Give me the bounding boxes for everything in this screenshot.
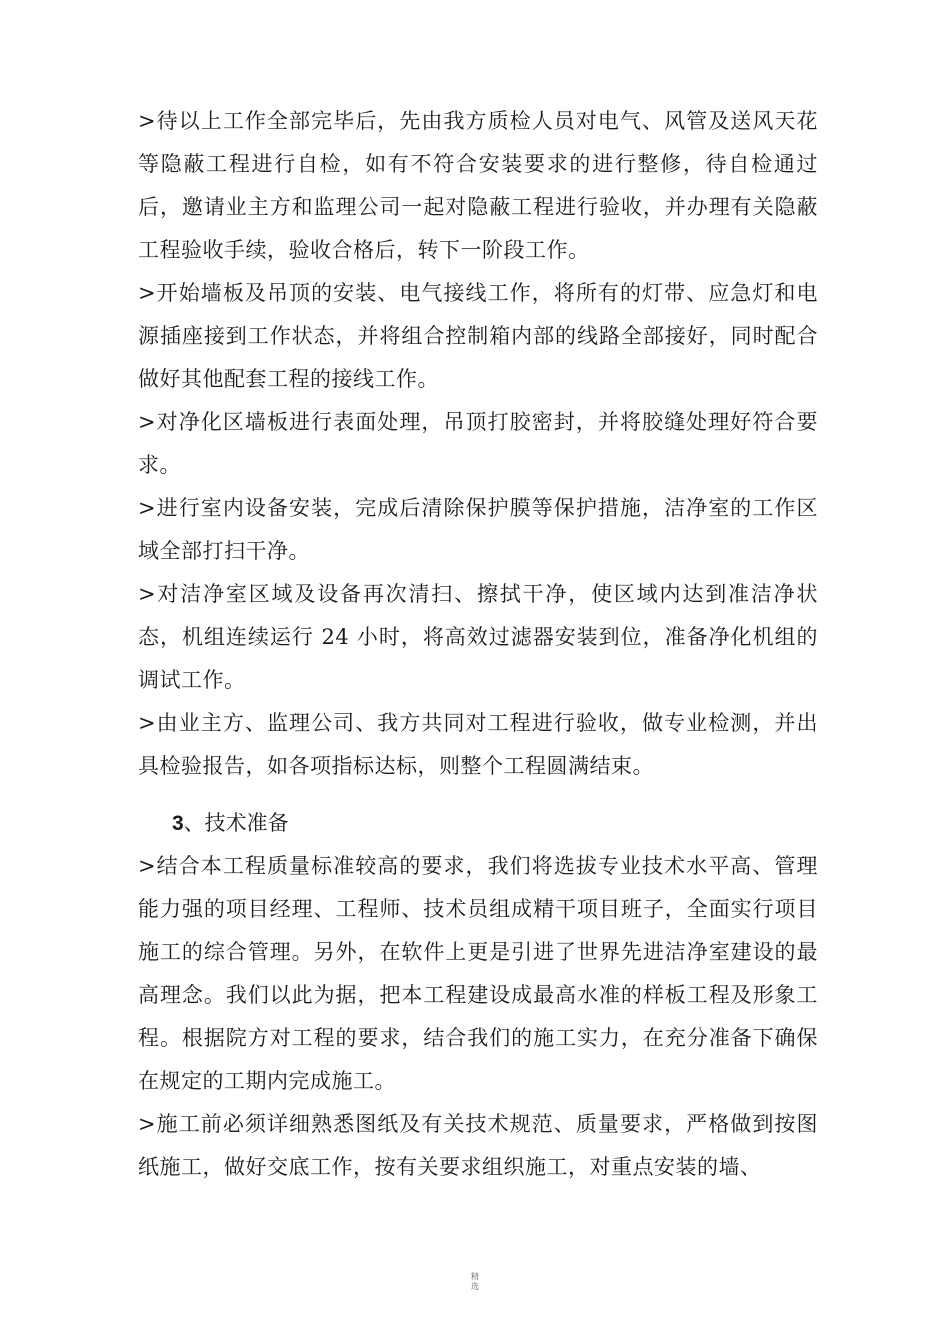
paragraph-cleanroom-cleaning: >对洁净室区域及设备再次清扫、擦拭干净，使区域内达到准洁净状态，机组连续运行 24 小时，将高效过滤器安装到位，准备净化机组的调试工作。	[138, 582, 818, 692]
document-body	[138, 100, 818, 1189]
section-number: 3	[172, 812, 184, 835]
paragraph-wall-ceiling-install: >开始墙板及吊顶的安装、电气接线工作，将所有的灯带、应急灯和电源插座接到工作状态，并将组合控制箱内部的线路全部接好，同时配合做好其他配套工程的接线工作。	[138, 281, 818, 391]
paragraph-wall-surface-treatment: >对净化区墙板进行表面处理，吊顶打胶密封，并将胶缝处理好符合要求。	[138, 410, 818, 477]
paragraph-equipment-install: >进行室内设备安装，完成后清除保护膜等保护措施，洁净室的工作区域全部打扫干净。	[138, 496, 818, 563]
paragraph-drawing-familiarization: >施工前必须详细熟悉图纸及有关技术规范、质量要求，严格做到按图纸施工，做好交底工作，按有关要求组织施工，对重点安装的墙、	[138, 1112, 818, 1179]
page-footer	[465, 1272, 485, 1292]
section-heading	[172, 802, 818, 845]
footer-line-2: 选	[471, 1282, 479, 1291]
paragraph-acceptance: >由业主方、监理公司、我方共同对工程进行验收，做专业检测，并出具检验报告，如各项指标达标，则整个工程圆满结束。	[138, 711, 818, 778]
footer-line-1: 精	[471, 1272, 479, 1281]
paragraph-team-organization: >结合本工程质量标准较高的要求，我们将选拔专业技术水平高、管理能力强的项目经理、工程师、技术员组成精干项目班子，全面实行项目施工的综合管理。另外，在软件上更是引进了世界先进洁净室建设的最高理念。我们以此为据，把本工程建设成最高水准的样板工程及形象工程。根据院方对工程的要求，结合我们的施工实力，在充分准备下确保在规定的工期内完成施工。	[138, 854, 818, 1093]
paragraph-final-inspection: >待以上工作全部完毕后，先由我方质检人员对电气、风管及送风天花等隐蔽工程进行自检，如有不符合安装要求的进行整修，待自检通过后，邀请业主方和监理公司一起对隐蔽工程进行验收，并办理有关隐蔽工程验收手续，验收合格后，转下一阶段工作。	[138, 109, 818, 262]
section-title: 、技术准备	[183, 811, 289, 835]
